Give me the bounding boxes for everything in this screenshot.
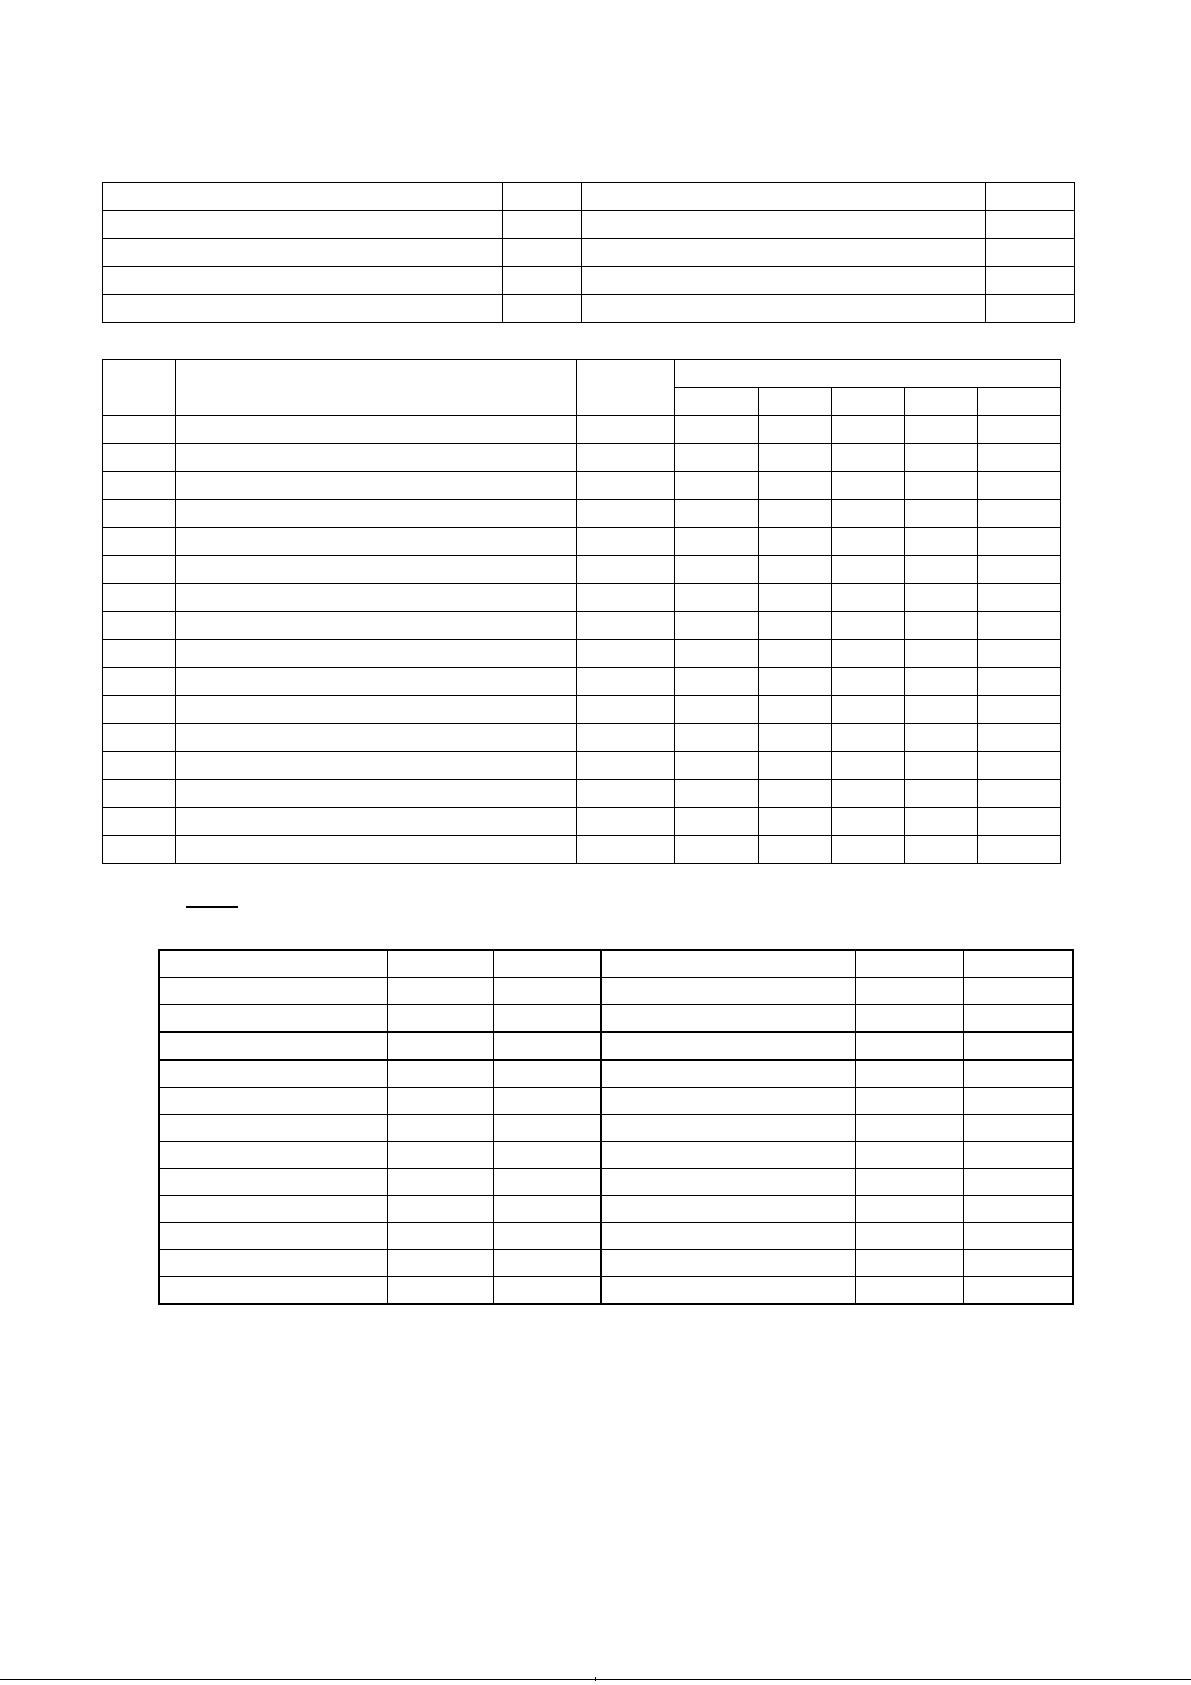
table-row: [159, 1088, 1073, 1115]
table-cell: [159, 1250, 387, 1277]
table-cell: [103, 584, 176, 612]
table-row: [159, 1250, 1073, 1277]
table-row: [159, 1032, 1073, 1060]
table-cell: [759, 444, 832, 472]
table-cell: [905, 416, 978, 444]
table-cell: [387, 1115, 493, 1142]
header-group-cell: [675, 360, 1061, 388]
table-cell: [577, 556, 675, 584]
table-row: [159, 1060, 1073, 1088]
table-cell: [176, 640, 577, 668]
table-cell: [159, 1196, 387, 1223]
table-cell: [675, 668, 759, 696]
table-cell: [493, 1005, 601, 1033]
header-cell: [103, 360, 176, 416]
comparison-table: [158, 949, 1074, 1305]
table-cell: [978, 416, 1061, 444]
table-cell: [986, 211, 1075, 239]
table-cell: [387, 1060, 493, 1088]
table-cell: [582, 267, 986, 295]
table-cell: [855, 1088, 963, 1115]
table-cell: [905, 836, 978, 864]
table-cell: [159, 1169, 387, 1196]
table-cell: [675, 528, 759, 556]
table-cell: [103, 640, 176, 668]
table-cell: [978, 528, 1061, 556]
table-cell: [103, 267, 503, 295]
table-row: [159, 1223, 1073, 1250]
table-cell: [493, 1196, 601, 1223]
table-cell: [493, 1060, 601, 1088]
table-cell: [759, 724, 832, 752]
table-cell: [493, 1277, 601, 1305]
table-header-row: [103, 360, 1061, 388]
table-cell: [978, 724, 1061, 752]
table-cell: [675, 556, 759, 584]
table-cell: [159, 1088, 387, 1115]
table-cell: [978, 500, 1061, 528]
table-cell: [832, 640, 905, 668]
table-cell: [832, 724, 905, 752]
table-cell: [577, 500, 675, 528]
table-cell: [601, 1250, 855, 1277]
table-cell: [387, 1169, 493, 1196]
table-cell: [978, 472, 1061, 500]
table-cell: [387, 1005, 493, 1033]
table-row: [103, 267, 1075, 295]
table-cell: [675, 640, 759, 668]
table-cell: [577, 836, 675, 864]
table-cell: [759, 612, 832, 640]
table-cell: [832, 528, 905, 556]
table-cell: [493, 978, 601, 1005]
table-cell: [176, 752, 577, 780]
table-cell: [759, 416, 832, 444]
table-cell: [159, 1223, 387, 1250]
table-cell: [176, 612, 577, 640]
table-cell: [855, 1142, 963, 1169]
table-cell: [963, 950, 1073, 978]
table-cell: [387, 950, 493, 978]
table-cell: [855, 1169, 963, 1196]
table-cell: [675, 696, 759, 724]
table-cell: [577, 444, 675, 472]
table-cell: [905, 556, 978, 584]
table-cell: [493, 1088, 601, 1115]
table-cell: [759, 500, 832, 528]
table-cell: [832, 444, 905, 472]
table-cell: [159, 1005, 387, 1033]
table-cell: [963, 1060, 1073, 1088]
table-cell: [601, 978, 855, 1005]
table-cell: [103, 295, 503, 323]
table-cell: [493, 1250, 601, 1277]
table-cell: [103, 500, 176, 528]
table-row: [103, 724, 1061, 752]
table-cell: [832, 752, 905, 780]
table-row: [103, 808, 1061, 836]
table-cell: [577, 780, 675, 808]
table-cell: [387, 1032, 493, 1060]
table-cell: [675, 416, 759, 444]
table-cell: [978, 780, 1061, 808]
table-cell: [503, 239, 582, 267]
header-cell: [905, 388, 978, 416]
table-cell: [905, 640, 978, 668]
table-cell: [103, 472, 176, 500]
table-cell: [176, 584, 577, 612]
table-row: [103, 668, 1061, 696]
table-cell: [963, 1115, 1073, 1142]
table-cell: [176, 500, 577, 528]
table-cell: [103, 556, 176, 584]
footer-tick: [595, 1677, 596, 1681]
table-cell: [963, 1032, 1073, 1060]
table-cell: [855, 1060, 963, 1088]
table-cell: [832, 612, 905, 640]
table-cell: [905, 780, 978, 808]
table-cell: [855, 1277, 963, 1305]
table-row: [103, 295, 1075, 323]
table-row: [103, 183, 1075, 211]
table-cell: [832, 780, 905, 808]
table-cell: [577, 724, 675, 752]
table-cell: [978, 668, 1061, 696]
table-cell: [905, 584, 978, 612]
table-cell: [963, 1223, 1073, 1250]
table-cell: [759, 584, 832, 612]
table-cell: [176, 668, 577, 696]
table-cell: [176, 416, 577, 444]
table-cell: [103, 612, 176, 640]
table-cell: [855, 950, 963, 978]
table-cell: [759, 556, 832, 584]
table-row: [103, 472, 1061, 500]
table-cell: [832, 500, 905, 528]
table-cell: [978, 836, 1061, 864]
table-cell: [503, 295, 582, 323]
table-cell: [176, 696, 577, 724]
table-cell: [601, 1169, 855, 1196]
table-cell: [176, 444, 577, 472]
table-row: [159, 1142, 1073, 1169]
table-cell: [855, 1115, 963, 1142]
table-cell: [176, 808, 577, 836]
table-cell: [905, 612, 978, 640]
table-cell: [577, 752, 675, 780]
table-row: [159, 1115, 1073, 1142]
table-cell: [855, 1032, 963, 1060]
table-cell: [387, 1277, 493, 1305]
table-cell: [905, 724, 978, 752]
table-row: [103, 556, 1061, 584]
table-cell: [159, 1142, 387, 1169]
table-row: [103, 528, 1061, 556]
table-cell: [103, 724, 176, 752]
table-cell: [832, 808, 905, 836]
table-cell: [963, 978, 1073, 1005]
table-cell: [963, 1169, 1073, 1196]
table-cell: [759, 528, 832, 556]
table-cell: [601, 1088, 855, 1115]
table-cell: [759, 640, 832, 668]
table-cell: [493, 1115, 601, 1142]
table-cell: [387, 1223, 493, 1250]
table-row: [103, 612, 1061, 640]
table-cell: [759, 836, 832, 864]
table-cell: [103, 808, 176, 836]
table-cell: [503, 211, 582, 239]
table-cell: [905, 752, 978, 780]
table-cell: [601, 1277, 855, 1305]
table-cell: [978, 696, 1061, 724]
table-row: [103, 640, 1061, 668]
table-cell: [159, 1277, 387, 1305]
table-cell: [577, 472, 675, 500]
header-cell: [675, 388, 759, 416]
table-cell: [832, 416, 905, 444]
table-cell: [963, 1250, 1073, 1277]
table-cell: [905, 668, 978, 696]
table-cell: [759, 752, 832, 780]
detail-table: [102, 359, 1061, 864]
table-cell: [675, 472, 759, 500]
summary-table: [102, 182, 1075, 323]
table-cell: [387, 1142, 493, 1169]
table-cell: [601, 1115, 855, 1142]
table-cell: [759, 472, 832, 500]
table-cell: [905, 500, 978, 528]
table-row: [159, 1196, 1073, 1223]
table-cell: [582, 239, 986, 267]
table-cell: [601, 1223, 855, 1250]
table-cell: [387, 978, 493, 1005]
table-cell: [675, 780, 759, 808]
table-cell: [675, 444, 759, 472]
table-cell: [986, 183, 1075, 211]
table-cell: [582, 295, 986, 323]
table-cell: [176, 556, 577, 584]
table-row: [103, 211, 1075, 239]
table-cell: [855, 1223, 963, 1250]
table-cell: [577, 528, 675, 556]
header-cell: [759, 388, 832, 416]
table-cell: [503, 183, 582, 211]
table-cell: [176, 780, 577, 808]
table-row: [103, 500, 1061, 528]
table-cell: [103, 239, 503, 267]
table-cell: [675, 752, 759, 780]
table-cell: [601, 1142, 855, 1169]
table-row: [159, 1277, 1073, 1305]
table-cell: [905, 444, 978, 472]
table-cell: [675, 500, 759, 528]
table-row: [103, 444, 1061, 472]
table-cell: [493, 1142, 601, 1169]
table-cell: [759, 808, 832, 836]
table-cell: [601, 1196, 855, 1223]
table-cell: [159, 1032, 387, 1060]
table-cell: [759, 696, 832, 724]
table-cell: [675, 724, 759, 752]
table-cell: [986, 239, 1075, 267]
table-cell: [493, 1032, 601, 1060]
header-cell: [176, 360, 577, 416]
table-cell: [159, 1115, 387, 1142]
table-cell: [577, 696, 675, 724]
table-cell: [963, 1088, 1073, 1115]
table-cell: [577, 808, 675, 836]
table-cell: [176, 724, 577, 752]
table-row: [103, 239, 1075, 267]
table-cell: [176, 528, 577, 556]
table-cell: [387, 1196, 493, 1223]
table-row: [159, 950, 1073, 978]
table-row: [159, 978, 1073, 1005]
table-cell: [387, 1088, 493, 1115]
table-cell: [978, 584, 1061, 612]
table-row: [159, 1005, 1073, 1033]
table-cell: [176, 472, 577, 500]
table-cell: [601, 1060, 855, 1088]
table-cell: [855, 1196, 963, 1223]
table-cell: [103, 668, 176, 696]
table-row: [103, 416, 1061, 444]
table-cell: [675, 612, 759, 640]
table-cell: [963, 1142, 1073, 1169]
table-cell: [675, 584, 759, 612]
table-cell: [978, 444, 1061, 472]
table-cell: [577, 584, 675, 612]
table-cell: [103, 696, 176, 724]
table-cell: [582, 183, 986, 211]
table-cell: [503, 267, 582, 295]
comparison-table-body: [159, 950, 1073, 1304]
table-cell: [675, 836, 759, 864]
table-cell: [905, 696, 978, 724]
table-cell: [103, 836, 176, 864]
table-cell: [159, 978, 387, 1005]
header-cell: [832, 388, 905, 416]
table-cell: [855, 1250, 963, 1277]
table-cell: [493, 1223, 601, 1250]
table-row: [103, 752, 1061, 780]
note-label-underline: [186, 906, 238, 908]
table-cell: [963, 1005, 1073, 1033]
table-cell: [582, 211, 986, 239]
table-cell: [103, 752, 176, 780]
table-cell: [832, 584, 905, 612]
table-cell: [577, 668, 675, 696]
table-cell: [832, 668, 905, 696]
table-cell: [855, 1005, 963, 1033]
table-cell: [103, 528, 176, 556]
table-cell: [577, 416, 675, 444]
table-row: [103, 584, 1061, 612]
table-row: [103, 836, 1061, 864]
table-cell: [832, 472, 905, 500]
table-cell: [986, 267, 1075, 295]
table-row: [103, 780, 1061, 808]
table-cell: [759, 668, 832, 696]
table-cell: [103, 416, 176, 444]
header-cell: [978, 388, 1061, 416]
detail-table-body: [103, 416, 1061, 864]
table-cell: [978, 556, 1061, 584]
table-cell: [832, 836, 905, 864]
summary-table-body: [103, 183, 1075, 323]
table-cell: [905, 528, 978, 556]
table-cell: [963, 1196, 1073, 1223]
table-cell: [905, 472, 978, 500]
table-cell: [103, 211, 503, 239]
table-cell: [103, 183, 503, 211]
table-cell: [601, 1005, 855, 1033]
table-cell: [978, 612, 1061, 640]
table-cell: [103, 444, 176, 472]
table-cell: [675, 808, 759, 836]
table-cell: [759, 780, 832, 808]
table-cell: [387, 1250, 493, 1277]
table-cell: [978, 640, 1061, 668]
table-row: [159, 1169, 1073, 1196]
table-cell: [832, 556, 905, 584]
detail-table-header: [103, 360, 1061, 416]
header-cell: [577, 360, 675, 416]
table-row: [103, 696, 1061, 724]
table-cell: [978, 752, 1061, 780]
table-cell: [986, 295, 1075, 323]
table-cell: [176, 836, 577, 864]
table-cell: [963, 1277, 1073, 1305]
table-cell: [905, 808, 978, 836]
table-cell: [855, 978, 963, 1005]
table-cell: [493, 1169, 601, 1196]
table-cell: [577, 612, 675, 640]
table-cell: [103, 780, 176, 808]
table-cell: [577, 640, 675, 668]
table-cell: [978, 808, 1061, 836]
table-cell: [832, 696, 905, 724]
table-cell: [493, 950, 601, 978]
table-cell: [159, 1060, 387, 1088]
table-cell: [159, 950, 387, 978]
table-cell: [601, 1032, 855, 1060]
table-cell: [601, 950, 855, 978]
